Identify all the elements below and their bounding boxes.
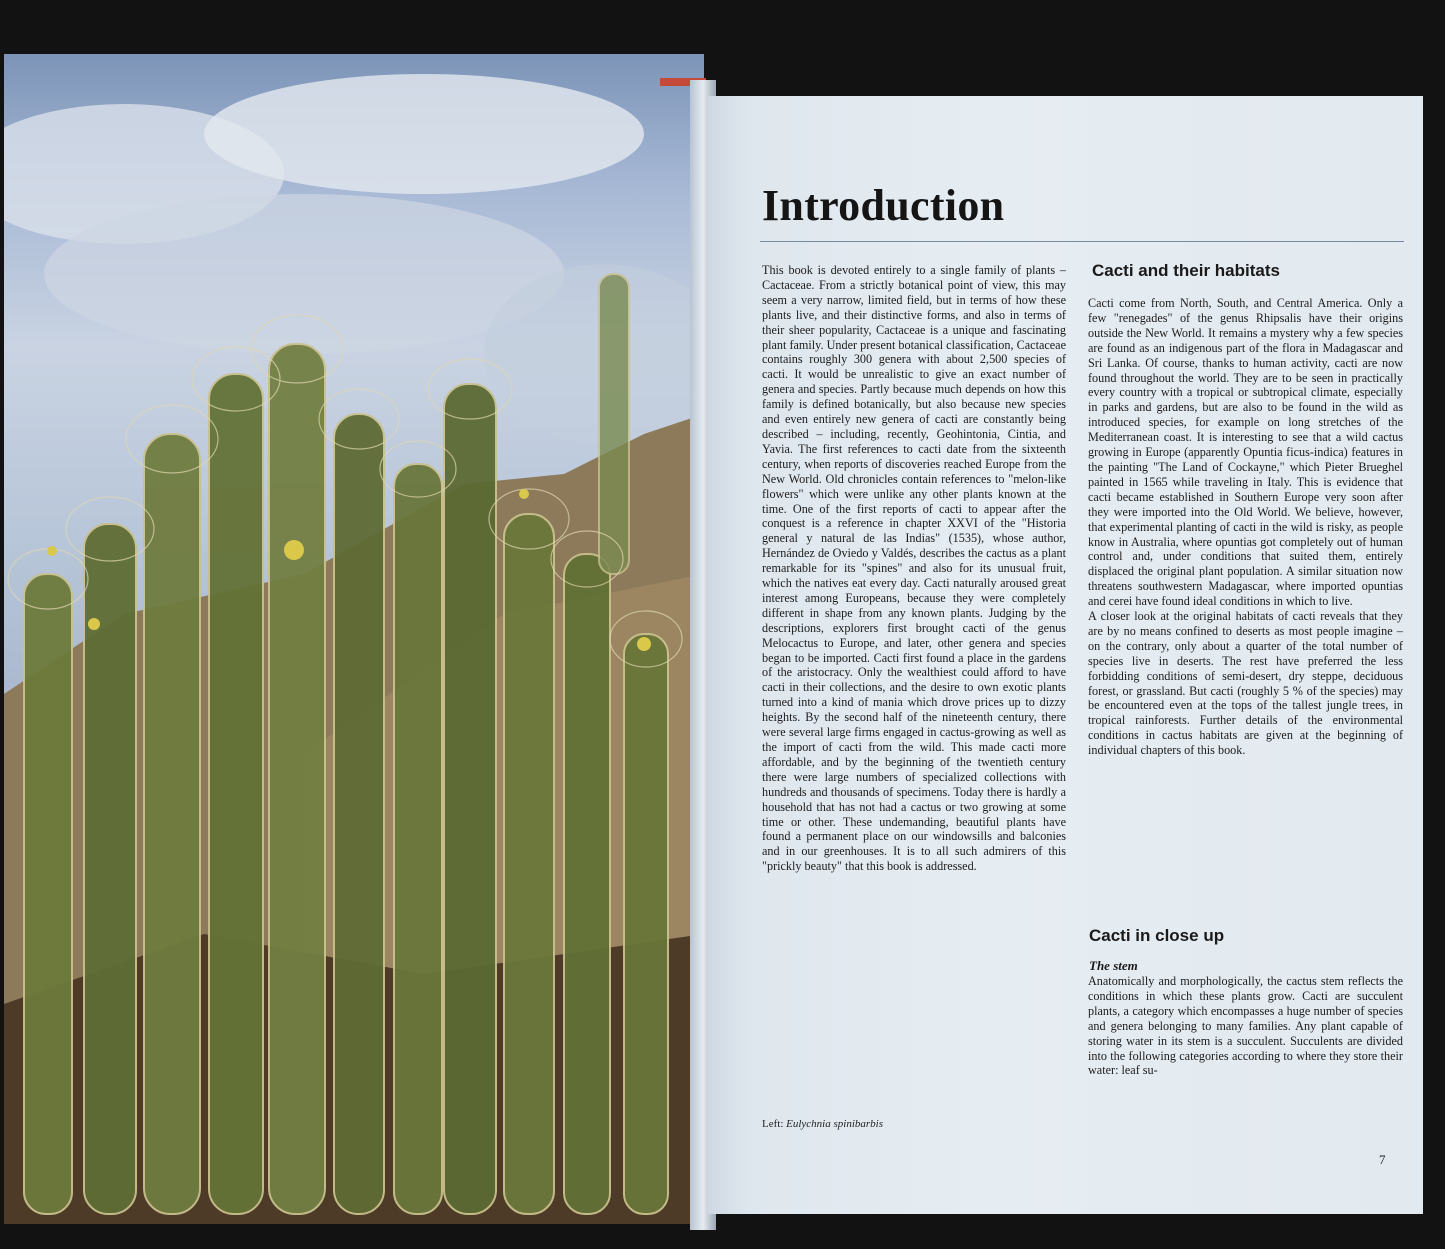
caption-prefix: Left:	[762, 1118, 784, 1130]
cactus-illustration	[4, 54, 704, 1224]
habitats-column	[1088, 296, 1403, 758]
subheading-stem: The stem	[1089, 958, 1138, 973]
photo-caption	[762, 1118, 883, 1130]
page-number: 7	[1379, 1152, 1386, 1167]
section-heading-close-up: Cacti in close up	[1089, 926, 1225, 945]
intro-paragraph: This book is devoted entirely to a single family of plants –Cactaceae. From a strictly botanical point of view, this may seem a very narrow, limited field, but in terms of how these plants live, and their distinctive forms, and also in terms of their sheer popularity, Cactaceae is a unique and fascinating plant family. Under present botanical classification, Cactaceae contains roughly 300 genera with about 2,500 species of cacti. It would be unrealistic to give an exact number of genera and species. Partly because much depends on how this family is defined botanically, but also because new species and even entirely new genera of cacti are constantly being described – including, recently, Geohintonia, Cintia, and Yavia. The first references to cacti date from the sixteenth century, when reports of discoveries reached Europe from the New World. Old chronicles contain references to "melon-like flowers" which were unlike any other plants known at the time. One of the first reports of cacti to appear after the conquest is a reference in chapter XXVI of the "Historia general y natural de las Indias" (1535), whose author, Hernández de Oviedo y Valdés, describes the cactus as a plant remarkable for its "spines" and also for its unusual fruit, which the natives eat every day. Cacti naturally aroused great interest among Europeans, because they were completely different in shape from any known plants. Judging by the descriptions, explorers first brought cacti of the genus Melocactus to Europe, and later, other genera and species began to be imported. Cacti first found a place in the gardens of the aristocracy. Only the wealthiest could afford to have cacti in their collections, and the desire to own exotic plants turned into a kind of mania which drove prices up to dizzy heights. By the second half of the nineteenth century, there were several large firms engaged in cactus-growing as well as the import of cacti from the wild. This made cacti more affordable, and by the beginning of the twentieth century there were large numbers of specialized collections with hundreds and thousands of specimens. Today there is hardly a household that has not had a cactus or two growing at some time or other. These undemanding, beautiful plants have found a permanent place on our windowsills and balconies and in our greenhouses. It is to all such admirers of this "prickly beauty" that this book is addressed.	[762, 263, 1066, 874]
habitats-paragraph-2: A closer look at the original habitats of cacti reveals that they are by no means confined to deserts as most people imagine – on the contrary, only about a quarter of the total number of species live in deserts. The rest have preferred the less forbidding conditions of semi-desert, dry steppe, deciduous forest, or grassland. But cacti (roughly 5 % of the species) may be encountered even at the tops of the tallest jungle trees, in tropical rainforests. Further details of the environmental conditions in cactus habitats are given at the beginning of individual chapters of this book.	[1088, 609, 1403, 758]
section-heading-habitats: Cacti and their habitats	[1092, 261, 1280, 280]
title-rule	[760, 241, 1404, 242]
intro-column	[762, 263, 1066, 874]
page-title: Introduction	[762, 181, 1005, 230]
cactus-photo	[4, 54, 704, 1224]
stem-column	[1088, 974, 1403, 1078]
text-page	[708, 96, 1423, 1214]
caption-species: Eulychnia spinibarbis	[786, 1118, 883, 1130]
stem-paragraph: Anatomically and morphologically, the cactus stem reflects the conditions in which these plants grow. Cacti are succulent plants, a category which encompasses a huge number of species and genera belonging to many families. Any plant capable of storing water in its stem is a succulent. Succulents are divided into the following categories according to where they store their water: leaf su-	[1088, 974, 1403, 1078]
open-book	[0, 40, 1445, 1230]
habitats-paragraph-1: Cacti come from North, South, and Central America. Only a few "renegades" of the genus Rhipsalis have their origins outside the New World. It remains a mystery why a few species are found as an indigenous part of the flora in Madagascar and Sri Lanka. Of course, thanks to human activity, cacti are now found throughout the world. They are to be seen in practically every country with a tropical or subtropical climate, especially in parks and gardens, but are also to be found in the wild as introduced species, for example on long stretches of the Mediterranean coast. It is interesting to see that a wild cactus growing in Europe (apparently Opuntia ficus-indica) features in the painting "The Land of Cockayne," which Pieter Brueghel painted in 1565 while traveling in Italy. This is evidence that cacti became established in Southern Europe very soon after they were imported into the Old World. We believe, however, that experimental planting of cacti in the wild is risky, as people know in Australia, where opuntias got completely out of human control and, under conditions that suited them, entirely displaced the original plant population. A similar situation now threatens southwestern Madagascar, where imported opuntias and cerei have found ideal conditions in which to live.	[1088, 296, 1403, 609]
